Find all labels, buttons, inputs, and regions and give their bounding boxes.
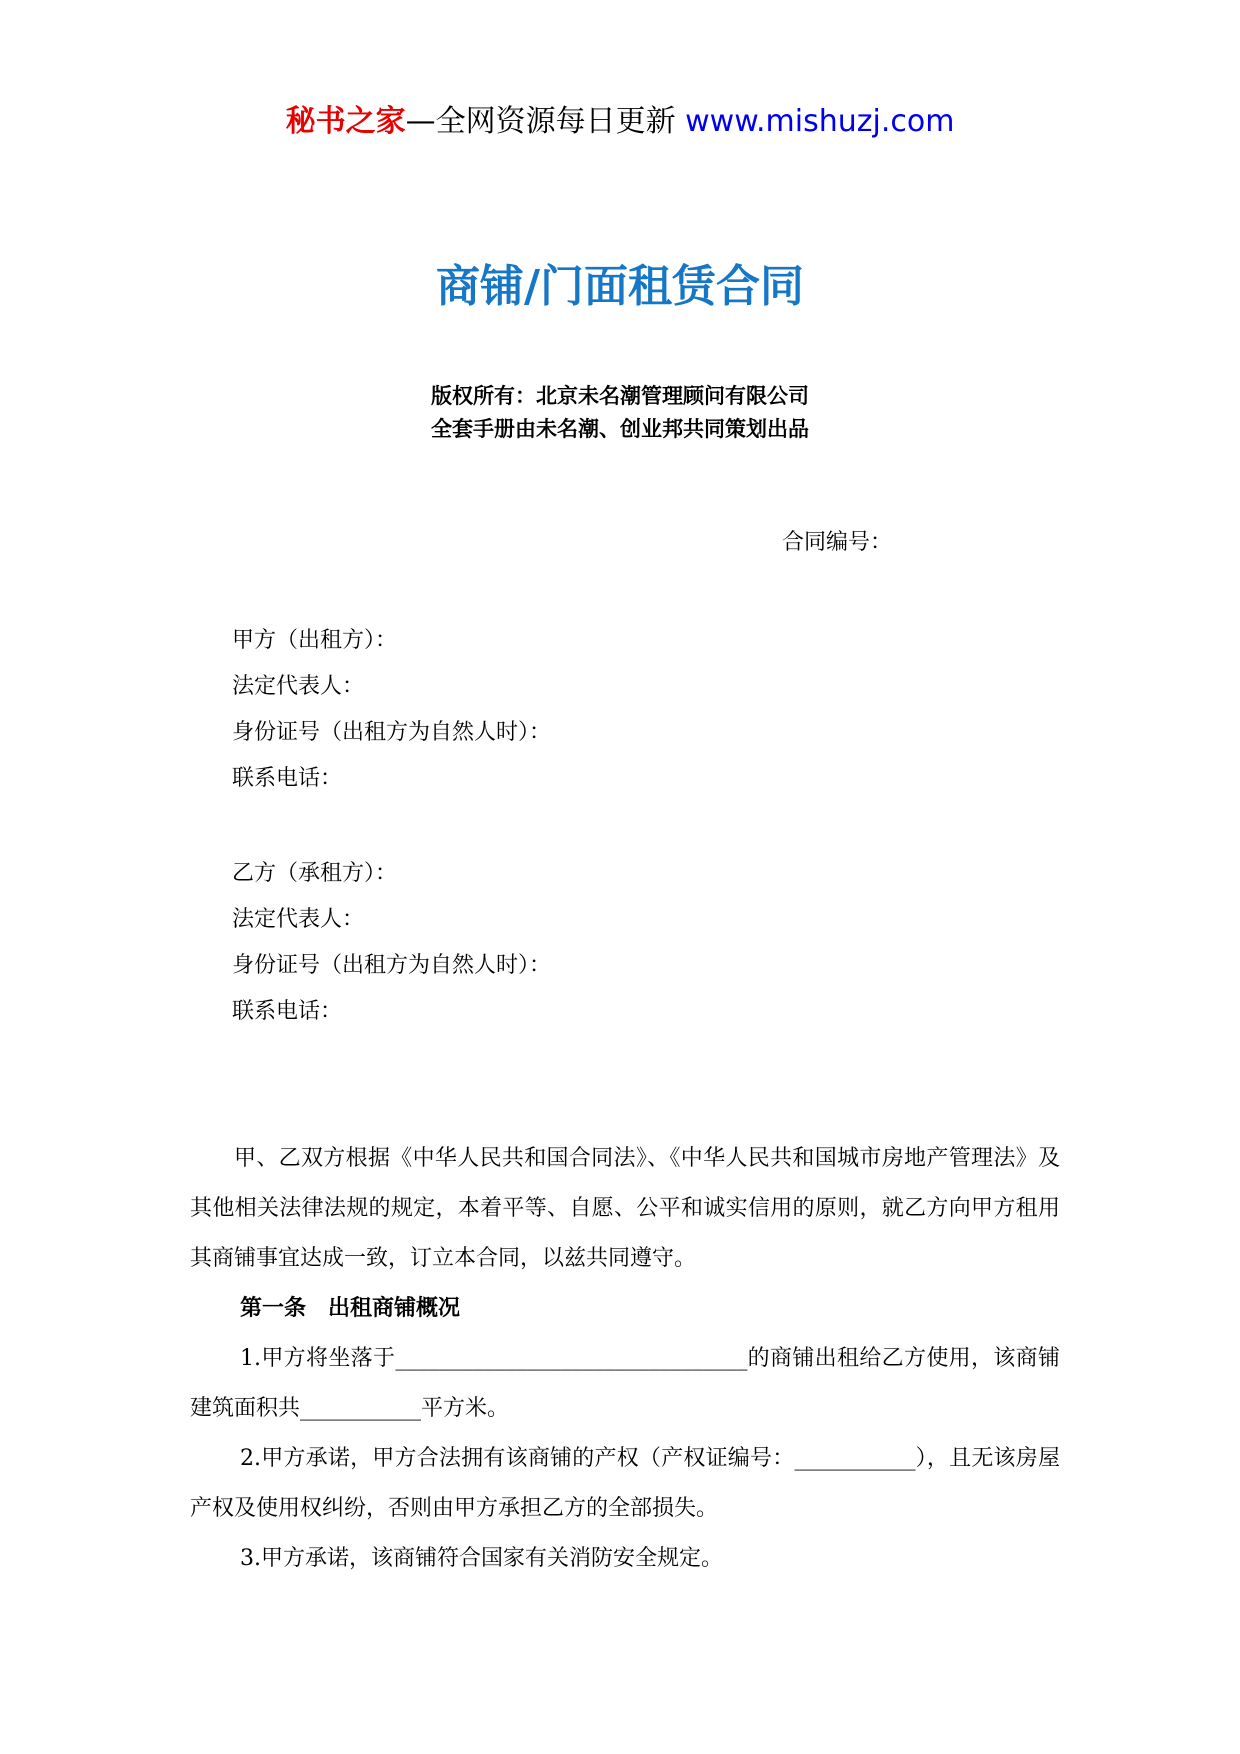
- site-slogan: —全网资源每日更新: [405, 104, 686, 139]
- site-header: [0, 100, 1240, 144]
- article-1-clause-1: 1.甲方将坐落于________________________________的商铺出租给乙方使用，该商铺建筑面积共___________平方米。: [190, 1346, 1060, 1421]
- article-1-clause-3: 3.甲方承诺，该商铺符合国家有关消防安全规定。: [240, 1546, 723, 1571]
- article-1-title: 第一条 出租商铺概况: [240, 1296, 461, 1321]
- party-b-legal-rep: 法定代表人：: [232, 907, 365, 932]
- contract-body: [190, 1134, 1060, 1584]
- contract-number-label: 合同编号：: [782, 530, 893, 555]
- copyright-line-2: 全套手册由未名潮、创业邦共同策划出品: [431, 417, 809, 441]
- article-1-clause-2: 2.甲方承诺，甲方合法拥有该商铺的产权（产权证编号：___________），且无该房屋产权及使用权纠纷，否则由甲方承担乙方的全部损失。: [190, 1446, 1060, 1521]
- party-a-id-number: 身份证号（出租方为自然人时）：: [232, 720, 552, 745]
- document-title: 商铺/门面租赁合同: [435, 261, 805, 312]
- party-a-phone: 联系电话：: [232, 766, 343, 791]
- party-b-lessee: 乙方（承租方）：: [232, 861, 398, 886]
- preamble-paragraph: 甲、乙双方根据《中华人民共和国合同法》、《中华人民共和国城市房地产管理法》及其他相关法律法规的规定，本着平等、自愿、公平和诚实信用的原则，就乙方向甲方租用其商铺事宜达成一致，订立本合同，以兹共同遵守。: [190, 1146, 1060, 1271]
- party-a-legal-rep: 法定代表人：: [232, 674, 365, 699]
- party-b-block: [232, 851, 551, 1035]
- party-b-phone: 联系电话：: [232, 999, 343, 1024]
- party-b-id-number: 身份证号（出租方为自然人时）：: [232, 953, 552, 978]
- copyright-line-1: 版权所有：北京未名潮管理顾问有限公司: [431, 384, 809, 408]
- site-url-link[interactable]: www.mishuzj.com: [685, 104, 955, 139]
- party-a-block: [232, 618, 551, 802]
- party-a-lessor: 甲方（出租方）：: [232, 628, 398, 653]
- copyright-block: [0, 380, 1240, 446]
- brand-name: 秘书之家: [285, 104, 406, 139]
